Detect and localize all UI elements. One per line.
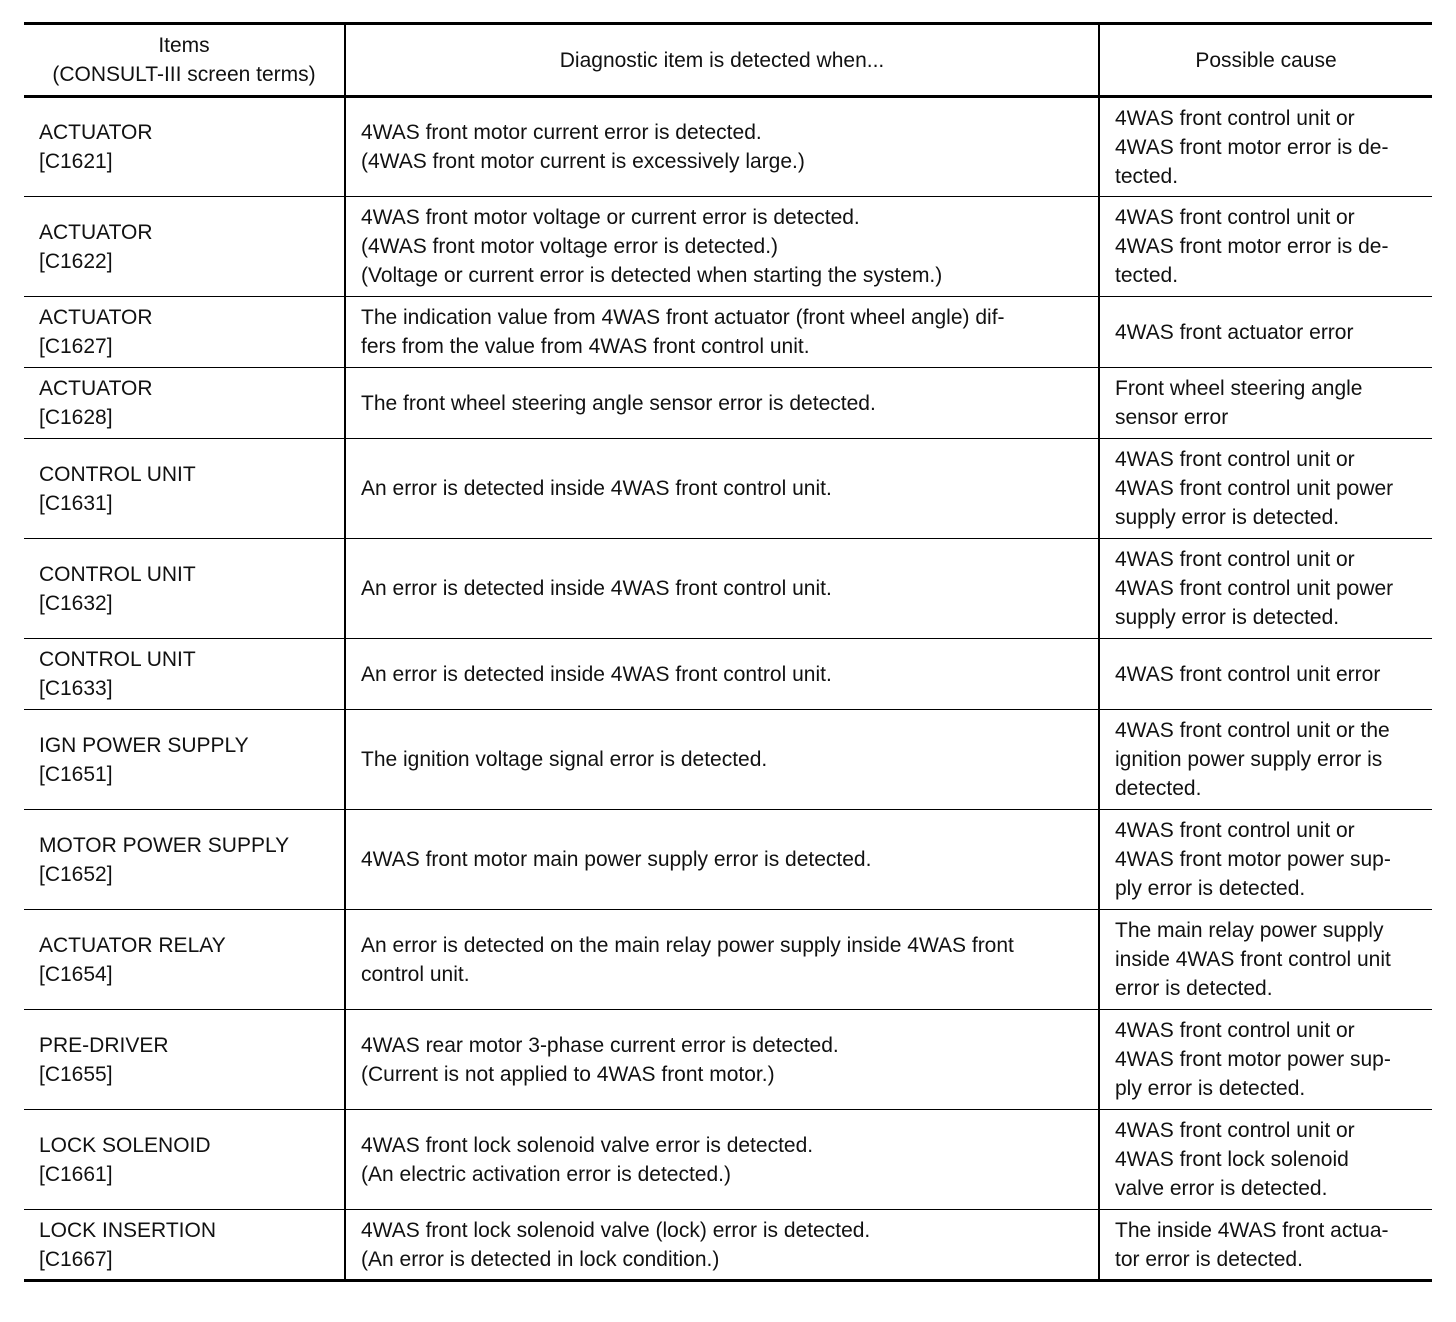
cause-cell: 4WAS front control unit or 4WAS front control unit power supply error is detected. bbox=[1099, 439, 1432, 539]
detected-cell: An error is detected inside 4WAS front control unit. bbox=[345, 439, 1099, 539]
detected-cell: 4WAS rear motor 3-phase current error is detected. (Current is not applied to 4WAS front motor.) bbox=[345, 1010, 1099, 1110]
cause-cell: 4WAS front control unit or 4WAS front motor power sup- ply error is detected. bbox=[1099, 810, 1432, 910]
table-row bbox=[24, 639, 1432, 710]
detected-cell: An error is detected inside 4WAS front control unit. bbox=[345, 639, 1099, 710]
header-detected: Diagnostic item is detected when... bbox=[345, 24, 1099, 97]
table-header-row bbox=[24, 24, 1432, 97]
item-cell: ACTUATOR RELAY [C1654] bbox=[39, 933, 226, 986]
item-cell: CONTROL UNIT [C1632] bbox=[39, 562, 196, 615]
table-row bbox=[24, 297, 1432, 368]
detected-cell: The ignition voltage signal error is detected. bbox=[345, 710, 1099, 810]
item-cell: ACTUATOR [C1622] bbox=[39, 220, 153, 273]
item-cell: MOTOR POWER SUPPLY [C1652] bbox=[39, 833, 290, 886]
cause-cell: 4WAS front control unit or 4WAS front control unit power supply error is detected. bbox=[1099, 539, 1432, 639]
item-cell: IGN POWER SUPPLY [C1651] bbox=[39, 733, 249, 786]
cause-cell: The main relay power supply inside 4WAS front control unit error is detected. bbox=[1099, 910, 1432, 1010]
cause-cell: Front wheel steering angle sensor error bbox=[1099, 368, 1432, 439]
item-cell: LOCK SOLENOID [C1661] bbox=[39, 1133, 211, 1186]
item-cell: PRE-DRIVER [C1655] bbox=[39, 1033, 169, 1086]
item-cell: ACTUATOR [C1621] bbox=[39, 121, 153, 173]
cause-cell: 4WAS front control unit error bbox=[1099, 639, 1432, 710]
cause-cell: 4WAS front control unit or 4WAS front lock solenoid valve error is detected. bbox=[1099, 1110, 1432, 1210]
detected-cell: The front wheel steering angle sensor error is detected. bbox=[345, 368, 1099, 439]
detected-cell: 4WAS front motor current error is detected. (4WAS front motor current is excessively large.) bbox=[345, 97, 1099, 197]
item-cell: LOCK INSERTION [C1667] bbox=[39, 1218, 216, 1271]
cause-cell: 4WAS front actuator error bbox=[1099, 297, 1432, 368]
table-row bbox=[24, 97, 1432, 197]
table-row bbox=[24, 368, 1432, 439]
detected-cell: 4WAS front motor main power supply error is detected. bbox=[345, 810, 1099, 910]
detected-cell: The indication value from 4WAS front actuator (front wheel angle) dif- fers from the value from 4WAS front control unit. bbox=[345, 297, 1099, 368]
cause-cell: 4WAS front control unit or 4WAS front motor power sup- ply error is detected. bbox=[1099, 1010, 1432, 1110]
table-row bbox=[24, 910, 1432, 1010]
item-cell: ACTUATOR [C1627] bbox=[39, 306, 153, 358]
detected-cell: 4WAS front lock solenoid valve (lock) error is detected. (An error is detected in lock condition.) bbox=[345, 1210, 1099, 1281]
item-cell: CONTROL UNIT [C1631] bbox=[39, 462, 196, 515]
table-row bbox=[24, 197, 1432, 297]
detected-cell: 4WAS front motor voltage or current error is detected. (4WAS front motor voltage error is detected.) (Voltage or current error is detected when starting the system.) bbox=[345, 197, 1099, 297]
detected-cell: An error is detected inside 4WAS front control unit. bbox=[345, 539, 1099, 639]
diagnostic-table bbox=[24, 22, 1432, 1282]
item-cell: CONTROL UNIT [C1633] bbox=[39, 648, 196, 700]
table-row bbox=[24, 810, 1432, 910]
table-row bbox=[24, 1110, 1432, 1210]
cause-cell: 4WAS front control unit or the ignition power supply error is detected. bbox=[1099, 710, 1432, 810]
table-row bbox=[24, 539, 1432, 639]
table-row bbox=[24, 439, 1432, 539]
cause-cell: The inside 4WAS front actua- tor error is detected. bbox=[1099, 1210, 1432, 1281]
table-row bbox=[24, 1210, 1432, 1281]
cause-cell: 4WAS front control unit or 4WAS front motor error is de- tected. bbox=[1099, 97, 1432, 197]
detected-cell: 4WAS front lock solenoid valve error is detected. (An electric activation error is detected.) bbox=[345, 1110, 1099, 1210]
table-row bbox=[24, 1010, 1432, 1110]
detected-cell: An error is detected on the main relay power supply inside 4WAS front control unit. bbox=[345, 910, 1099, 1010]
table-row bbox=[24, 710, 1432, 810]
cause-cell: 4WAS front control unit or 4WAS front motor error is de- tected. bbox=[1099, 197, 1432, 297]
item-cell: ACTUATOR [C1628] bbox=[39, 377, 153, 429]
header-items: Items (CONSULT-III screen terms) bbox=[52, 34, 316, 86]
header-cause: Possible cause bbox=[1099, 24, 1432, 97]
